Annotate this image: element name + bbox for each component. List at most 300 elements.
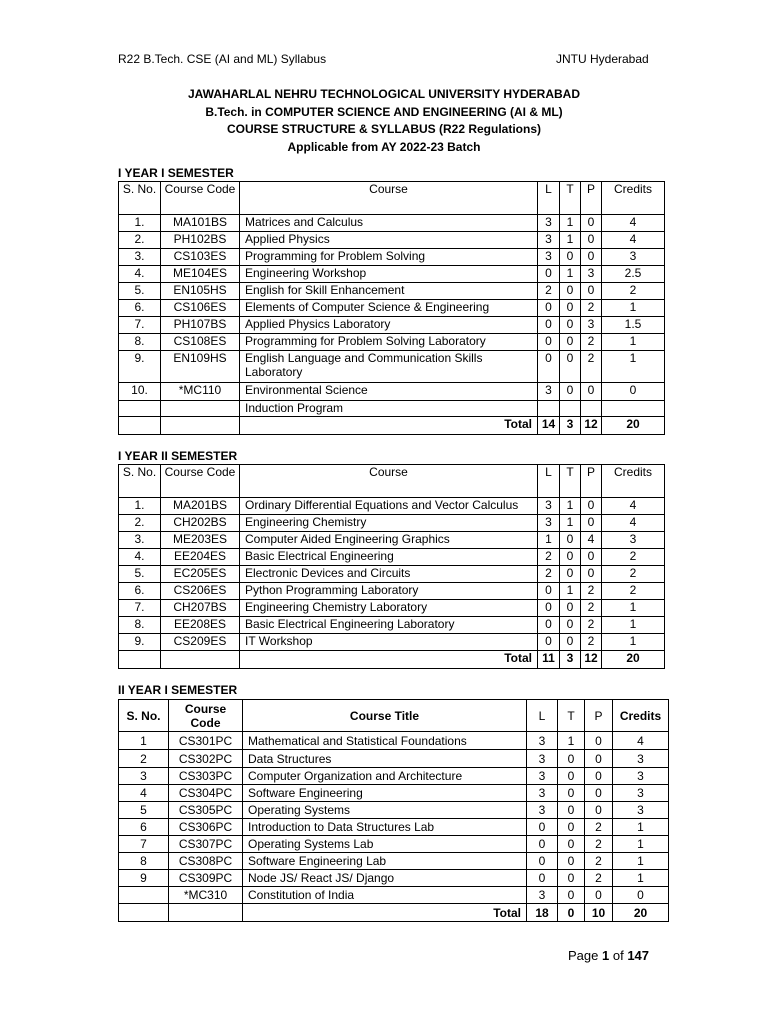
t-cell: 0 [560, 634, 581, 651]
course-name-cell: Basic Electrical Engineering [240, 549, 538, 566]
table-row [119, 515, 665, 532]
course-name-cell: Ordinary Differential Equations and Vector Calculus [240, 498, 538, 515]
l-cell: 3 [527, 750, 558, 768]
course-name-cell: Data Structures [243, 750, 527, 768]
course-name-cell: Computer Organization and Architecture [243, 768, 527, 785]
l-cell: 3 [538, 498, 560, 515]
course-name-cell: Engineering Chemistry [240, 515, 538, 532]
p-cell: 2 [581, 300, 602, 317]
sno-cell: 3. [119, 532, 161, 549]
p-cell: 2 [581, 617, 602, 634]
course-name-cell: Matrices and Calculus [240, 215, 538, 232]
credits-cell: 4 [613, 732, 669, 750]
p-cell: 2 [581, 334, 602, 351]
course-code-cell: CS103ES [161, 249, 240, 266]
total-label: Total [240, 417, 538, 435]
l-cell: 3 [538, 232, 560, 249]
credits-cell: 0 [602, 383, 665, 401]
t-cell: 0 [560, 300, 581, 317]
course-code-cell: *MC310 [169, 887, 243, 904]
p-cell: 2 [585, 870, 613, 887]
l-cell: 0 [527, 836, 558, 853]
total-row [119, 904, 669, 922]
t-cell: 0 [558, 853, 585, 870]
l-cell [538, 401, 560, 417]
course-code-header: Course Code [161, 182, 240, 215]
t-cell: 0 [558, 836, 585, 853]
l-cell: 3 [538, 249, 560, 266]
course-code-cell: PH107BS [161, 317, 240, 334]
t-cell: 0 [560, 532, 581, 549]
t-cell: 0 [558, 819, 585, 836]
sno-cell: 8. [119, 617, 161, 634]
table-row [119, 334, 665, 351]
semester-title-1: I YEAR I SEMESTER [118, 166, 234, 180]
course-header: Course Title [243, 700, 527, 732]
l-cell: 0 [538, 334, 560, 351]
course-name-cell: Operating Systems Lab [243, 836, 527, 853]
course-name-cell: Elements of Computer Science & Engineering [240, 300, 538, 317]
total-empty-sno [119, 651, 161, 669]
course-header: Course [240, 465, 538, 498]
l-cell: 0 [538, 300, 560, 317]
credits-cell: 1 [602, 351, 665, 383]
p-cell: 2 [581, 600, 602, 617]
credits-cell: 1 [602, 334, 665, 351]
table-row [119, 351, 665, 383]
l-header: L [538, 465, 560, 498]
p-cell: 0 [581, 515, 602, 532]
table-row [119, 853, 669, 870]
p-cell: 0 [581, 249, 602, 266]
table-row [119, 532, 665, 549]
table-row [119, 750, 669, 768]
total-credits: 20 [602, 651, 665, 669]
credits-cell: 3 [602, 532, 665, 549]
p-cell: 2 [581, 583, 602, 600]
t-cell: 0 [558, 785, 585, 802]
course-code-cell: EE208ES [161, 617, 240, 634]
sno-cell: 10. [119, 383, 161, 401]
course-code-cell: EN109HS [161, 351, 240, 383]
l-cell: 3 [527, 768, 558, 785]
t-cell: 0 [560, 334, 581, 351]
credits-cell: 2 [602, 549, 665, 566]
t-cell: 1 [560, 232, 581, 249]
total-label: Total [240, 651, 538, 669]
course-table-sem1 [118, 181, 665, 435]
credits-cell [602, 401, 665, 417]
table-row [119, 215, 665, 232]
course-name-cell: Constitution of India [243, 887, 527, 904]
l-cell: 3 [527, 785, 558, 802]
t-header: T [560, 465, 581, 498]
total-t: 3 [560, 417, 581, 435]
sno-cell: 3. [119, 249, 161, 266]
sno-cell: 4. [119, 549, 161, 566]
course-code-cell: CS307PC [169, 836, 243, 853]
course-name-cell: Induction Program [240, 401, 538, 417]
sno-cell: 4. [119, 266, 161, 283]
header-row [119, 700, 669, 732]
p-header: P [581, 465, 602, 498]
sno-cell: 7. [119, 317, 161, 334]
credits-cell: 3 [613, 802, 669, 819]
course-name-cell: Software Engineering [243, 785, 527, 802]
l-header: L [538, 182, 560, 215]
course-name-cell: Mathematical and Statistical Foundations [243, 732, 527, 750]
course-name-cell: Engineering Chemistry Laboratory [240, 600, 538, 617]
course-code-cell: CS106ES [161, 300, 240, 317]
l-cell: 0 [527, 870, 558, 887]
table-row [119, 785, 669, 802]
p-cell: 4 [581, 532, 602, 549]
t-cell: 0 [558, 802, 585, 819]
l-cell: 0 [538, 600, 560, 617]
p-cell: 0 [581, 498, 602, 515]
p-header: P [581, 182, 602, 215]
t-cell: 0 [558, 768, 585, 785]
course-code-cell: CS302PC [169, 750, 243, 768]
course-code-cell: CS206ES [161, 583, 240, 600]
p-cell: 0 [585, 750, 613, 768]
credits-header: Credits [613, 700, 669, 732]
t-cell: 0 [558, 750, 585, 768]
total-p: 10 [585, 904, 613, 922]
table-row [119, 600, 665, 617]
course-code-cell [161, 401, 240, 417]
semester-title-2: I YEAR II SEMESTER [118, 449, 238, 463]
credits-cell: 3 [602, 249, 665, 266]
course-code-cell: CH202BS [161, 515, 240, 532]
page-prefix: Page [568, 948, 599, 963]
p-cell [581, 401, 602, 417]
t-cell: 0 [560, 317, 581, 334]
sno-cell: 7 [119, 836, 169, 853]
l-cell: 3 [538, 383, 560, 401]
total-row [119, 651, 665, 669]
course-code-cell: CS301PC [169, 732, 243, 750]
course-code-cell: CS309PC [169, 870, 243, 887]
course-name-cell: Applied Physics Laboratory [240, 317, 538, 334]
page-total: 147 [627, 948, 650, 963]
course-name-cell: Applied Physics [240, 232, 538, 249]
credits-cell: 2 [602, 583, 665, 600]
credits-cell: 3 [613, 785, 669, 802]
total-credits: 20 [613, 904, 669, 922]
table-row [119, 498, 665, 515]
course-code-header: Course Code [161, 465, 240, 498]
t-cell: 0 [560, 383, 581, 401]
t-cell: 1 [560, 215, 581, 232]
course-name-cell: Environmental Science [240, 383, 538, 401]
total-t: 3 [560, 651, 581, 669]
university-name: JAWAHARLAL NEHRU TECHNOLOGICAL UNIVERSITY HYDERABAD [187, 87, 581, 101]
sno-cell: 5. [119, 283, 161, 300]
p-cell: 0 [581, 383, 602, 401]
sno-header: S. No. [119, 182, 161, 215]
credits-cell: 1 [602, 600, 665, 617]
credits-cell: 4 [602, 215, 665, 232]
table-row [119, 549, 665, 566]
total-p: 12 [581, 651, 602, 669]
course-code-cell: CS306PC [169, 819, 243, 836]
credits-cell: 4 [602, 232, 665, 249]
course-table-sem3 [118, 699, 669, 922]
sno-cell: 1. [119, 215, 161, 232]
p-cell: 2 [581, 351, 602, 383]
sno-cell: 6. [119, 300, 161, 317]
t-cell: 0 [558, 887, 585, 904]
course-name-cell: Programming for Problem Solving Laboratory [240, 334, 538, 351]
table-row [119, 836, 669, 853]
total-l: 11 [538, 651, 560, 669]
l-cell: 2 [538, 283, 560, 300]
sno-cell: 9. [119, 351, 161, 383]
course-code-cell: PH102BS [161, 232, 240, 249]
credits-cell: 3 [613, 768, 669, 785]
course-name-cell: Programming for Problem Solving [240, 249, 538, 266]
running-header-title: R22 B.Tech. CSE (AI and ML) Syllabus [118, 52, 327, 66]
l-cell: 1 [538, 532, 560, 549]
p-cell: 0 [581, 232, 602, 249]
credits-cell: 1 [602, 300, 665, 317]
sno-cell: 8. [119, 334, 161, 351]
p-cell: 0 [581, 215, 602, 232]
total-row [119, 417, 665, 435]
credits-cell: 4 [602, 515, 665, 532]
program-name: B.Tech. in COMPUTER SCIENCE AND ENGINEERING (AI & ML) [205, 104, 563, 119]
header-row [119, 182, 665, 215]
sno-cell: 5 [119, 802, 169, 819]
course-code-cell: CS304PC [169, 785, 243, 802]
table-row [119, 317, 665, 334]
credits-cell: 3 [613, 750, 669, 768]
page-of: of [612, 948, 624, 963]
credits-cell: 2 [602, 566, 665, 583]
total-p: 12 [581, 417, 602, 435]
l-cell: 3 [538, 215, 560, 232]
t-cell: 0 [560, 351, 581, 383]
course-code-cell: CS108ES [161, 334, 240, 351]
table-row [119, 768, 669, 785]
course-code-cell: CS305PC [169, 802, 243, 819]
l-cell: 0 [538, 317, 560, 334]
p-cell: 0 [585, 732, 613, 750]
t-cell: 1 [560, 583, 581, 600]
applicable-batch: Applicable from AY 2022-23 Batch [287, 139, 481, 154]
total-l: 18 [527, 904, 558, 922]
p-cell: 0 [581, 549, 602, 566]
table-row [119, 819, 669, 836]
sno-cell: 1 [119, 732, 169, 750]
p-cell: 0 [585, 887, 613, 904]
course-name-cell: Basic Electrical Engineering Laboratory [240, 617, 538, 634]
course-code-cell: EN105HS [161, 283, 240, 300]
course-code-cell: EC205ES [161, 566, 240, 583]
table-row [119, 802, 669, 819]
credits-cell: 1 [602, 634, 665, 651]
semester-title-3: II YEAR I SEMESTER [118, 683, 238, 697]
table-row [119, 887, 669, 904]
credits-cell: 1 [613, 870, 669, 887]
t-cell: 0 [560, 566, 581, 583]
table-row [119, 634, 665, 651]
course-code-cell: EE204ES [161, 549, 240, 566]
total-empty-code [169, 904, 243, 922]
p-cell: 2 [585, 853, 613, 870]
course-code-cell: MA201BS [161, 498, 240, 515]
credits-cell: 1.5 [602, 317, 665, 334]
table-row [119, 566, 665, 583]
table-row [119, 870, 669, 887]
t-cell: 1 [558, 732, 585, 750]
p-cell: 0 [581, 566, 602, 583]
t-cell: 0 [558, 870, 585, 887]
p-cell: 0 [585, 802, 613, 819]
l-cell: 3 [527, 887, 558, 904]
t-cell: 0 [560, 549, 581, 566]
course-name-cell: Operating Systems [243, 802, 527, 819]
sno-cell: 2. [119, 232, 161, 249]
t-cell: 1 [560, 515, 581, 532]
course-name-cell: Software Engineering Lab [243, 853, 527, 870]
credits-cell: 1 [613, 819, 669, 836]
t-cell: 0 [560, 249, 581, 266]
course-code-cell: ME203ES [161, 532, 240, 549]
sno-cell: 8 [119, 853, 169, 870]
p-cell: 0 [585, 785, 613, 802]
t-header: T [558, 700, 585, 732]
sno-cell: 5. [119, 566, 161, 583]
sno-cell: 4 [119, 785, 169, 802]
table-row [119, 401, 665, 417]
course-name-cell: English for Skill Enhancement [240, 283, 538, 300]
p-cell: 3 [581, 317, 602, 334]
course-name-cell: English Language and Communication Skills Laboratory [240, 351, 538, 383]
credits-cell: 1 [602, 617, 665, 634]
p-cell: 3 [581, 266, 602, 283]
course-name-cell: Python Programming Laboratory [240, 583, 538, 600]
course-name-cell: Engineering Workshop [240, 266, 538, 283]
sno-cell: 2 [119, 750, 169, 768]
credits-cell: 2.5 [602, 266, 665, 283]
p-cell: 0 [581, 283, 602, 300]
l-cell: 0 [538, 583, 560, 600]
course-name-cell: Computer Aided Engineering Graphics [240, 532, 538, 549]
credits-cell: 1 [613, 853, 669, 870]
t-cell: 0 [560, 617, 581, 634]
table-row [119, 300, 665, 317]
total-empty-code [161, 417, 240, 435]
sno-cell: 9. [119, 634, 161, 651]
l-cell: 2 [538, 566, 560, 583]
credits-cell: 2 [602, 283, 665, 300]
course-code-cell: *MC110 [161, 383, 240, 401]
p-header: P [585, 700, 613, 732]
header-row [119, 465, 665, 498]
course-name-cell: Introduction to Data Structures Lab [243, 819, 527, 836]
p-cell: 2 [581, 634, 602, 651]
l-cell: 0 [527, 853, 558, 870]
p-cell: 0 [585, 768, 613, 785]
table-row [119, 617, 665, 634]
table-row [119, 266, 665, 283]
table-row [119, 583, 665, 600]
p-cell: 2 [585, 836, 613, 853]
t-cell: 1 [560, 498, 581, 515]
p-cell: 2 [585, 819, 613, 836]
credits-cell: 0 [613, 887, 669, 904]
course-code-cell: MA101BS [161, 215, 240, 232]
course-code-cell: CH207BS [161, 600, 240, 617]
l-cell: 0 [538, 266, 560, 283]
total-empty-sno [119, 904, 169, 922]
credits-header: Credits [602, 465, 665, 498]
page-current: 1 [602, 948, 610, 963]
credits-cell: 4 [602, 498, 665, 515]
l-cell: 3 [527, 802, 558, 819]
page-number [568, 948, 649, 963]
course-name-cell: Electronic Devices and Circuits [240, 566, 538, 583]
t-header: T [560, 182, 581, 215]
l-cell: 0 [538, 617, 560, 634]
sno-cell: 6. [119, 583, 161, 600]
sno-cell: 1. [119, 498, 161, 515]
l-cell: 0 [538, 351, 560, 383]
total-empty-code [161, 651, 240, 669]
table-row [119, 249, 665, 266]
structure-title: COURSE STRUCTURE & SYLLABUS (R22 Regulations) [226, 122, 542, 136]
l-cell: 3 [538, 515, 560, 532]
document-titles [0, 86, 768, 156]
total-label: Total [243, 904, 527, 922]
sno-cell: 9 [119, 870, 169, 887]
total-l: 14 [538, 417, 560, 435]
course-code-cell: ME104ES [161, 266, 240, 283]
course-name-cell: IT Workshop [240, 634, 538, 651]
l-cell: 2 [538, 549, 560, 566]
total-credits: 20 [602, 417, 665, 435]
sno-header: S. No. [119, 700, 169, 732]
l-cell: 0 [527, 819, 558, 836]
t-cell: 1 [560, 266, 581, 283]
table-row [119, 283, 665, 300]
l-header: L [527, 700, 558, 732]
course-code-cell: CS303PC [169, 768, 243, 785]
sno-cell: 6 [119, 819, 169, 836]
l-cell: 3 [527, 732, 558, 750]
l-cell: 0 [538, 634, 560, 651]
course-table-sem2 [118, 464, 665, 669]
course-code-cell: CS209ES [161, 634, 240, 651]
course-header: Course [240, 182, 538, 215]
sno-cell: 3 [119, 768, 169, 785]
sno-cell: 7. [119, 600, 161, 617]
table-row [119, 383, 665, 401]
t-cell: 0 [560, 600, 581, 617]
table-row [119, 232, 665, 249]
sno-cell [119, 401, 161, 417]
sno-header: S. No. [119, 465, 161, 498]
course-code-header: Course Code [169, 700, 243, 732]
t-cell: 0 [560, 283, 581, 300]
table-row [119, 732, 669, 750]
total-empty-sno [119, 417, 161, 435]
sno-cell [119, 887, 169, 904]
credits-header: Credits [602, 182, 665, 215]
t-cell [560, 401, 581, 417]
